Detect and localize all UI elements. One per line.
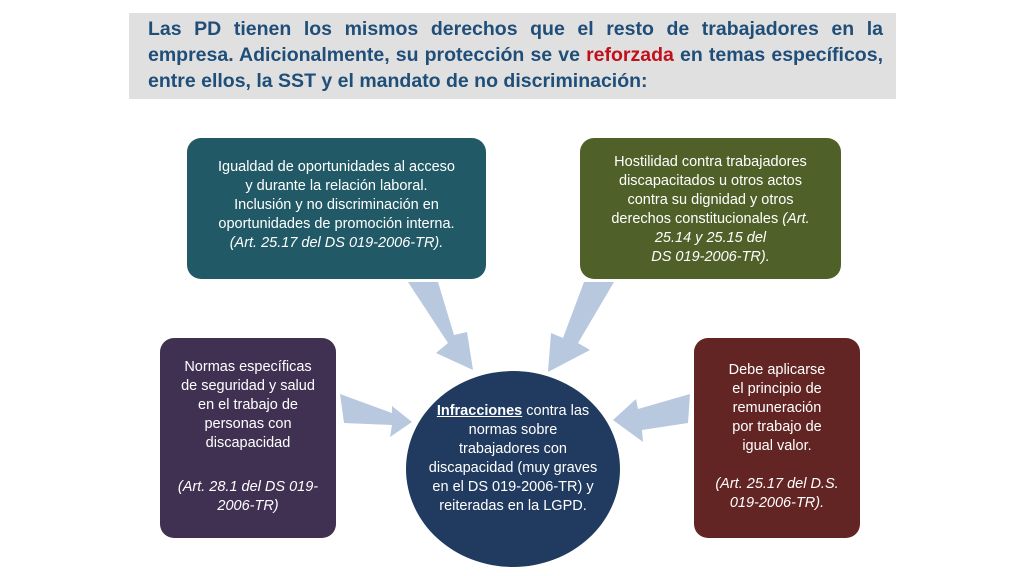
box-line: Normas específicas: [184, 359, 312, 375]
box-line: y durante la relación laboral.: [245, 178, 428, 194]
box-line: discapacidad: [205, 435, 291, 451]
arrow-top-right: [548, 282, 614, 372]
box-line-with-citation: [580, 210, 841, 229]
box-line: en el trabajo de: [198, 397, 298, 413]
box-line: discapacitados u otros actos: [619, 173, 802, 189]
circle-title: Infracciones: [436, 403, 523, 419]
box-line: el principio de: [732, 381, 822, 397]
box-equal-pay: [694, 338, 860, 538]
box-citation: (Art. 28.1 del DS 019-: [177, 479, 319, 495]
box-citation-start: (Art.: [782, 211, 810, 227]
box-citation: 25.14 y 25.15 del: [654, 230, 767, 246]
header-text-after: en temas específicos, entre ellos, la SST y el mandato de no discriminación:: [148, 44, 883, 92]
circle-text: [428, 402, 598, 516]
box-line: por trabajo de: [732, 419, 822, 435]
box-line: igual valor.: [742, 438, 812, 454]
box-citation: 019-2006-TR).: [729, 495, 825, 511]
box-equal-opportunity: [187, 138, 486, 279]
box-line: Inclusión y no discriminación en: [234, 197, 439, 213]
circle-body: contra las normas sobre trabajadores con discapacidad (muy graves en el DS 019-2006-TR) y reiteradas en la LGPD.: [428, 403, 598, 514]
box-line-text: derechos constitucionales: [611, 211, 783, 227]
box-citation: DS 019-2006-TR).: [651, 249, 770, 265]
box-citation: (Art. 25.17 del D.S.: [715, 476, 839, 492]
box-line: Hostilidad contra trabajadores: [614, 154, 807, 170]
box-line: contra su dignidad y otros: [627, 192, 794, 208]
box-line: Igualdad de oportunidades al acceso: [217, 159, 455, 175]
header-text-before: Las PD tienen los mismos derechos que el resto de trabajadores en la empresa. Adicionalmente, su protección se ve: [148, 18, 883, 66]
box-line: remuneración: [732, 400, 822, 416]
box-citation: (Art. 25.17 del DS 019-2006-TR).: [229, 235, 444, 251]
box-safety-norms: [160, 338, 336, 538]
arrow-top-left: [408, 282, 473, 370]
box-line: Debe aplicarse: [728, 362, 826, 378]
center-infractions-circle: [406, 371, 620, 567]
arrow-right: [613, 394, 690, 442]
box-hostility: [580, 138, 841, 279]
arrow-left: [340, 394, 412, 437]
box-line: personas con: [204, 416, 292, 432]
box-citation: 2006-TR): [217, 498, 279, 514]
header-highlight: reforzada: [586, 44, 674, 66]
box-line: de seguridad y salud: [181, 378, 315, 394]
box-line: oportunidades de promoción interna.: [218, 216, 455, 232]
